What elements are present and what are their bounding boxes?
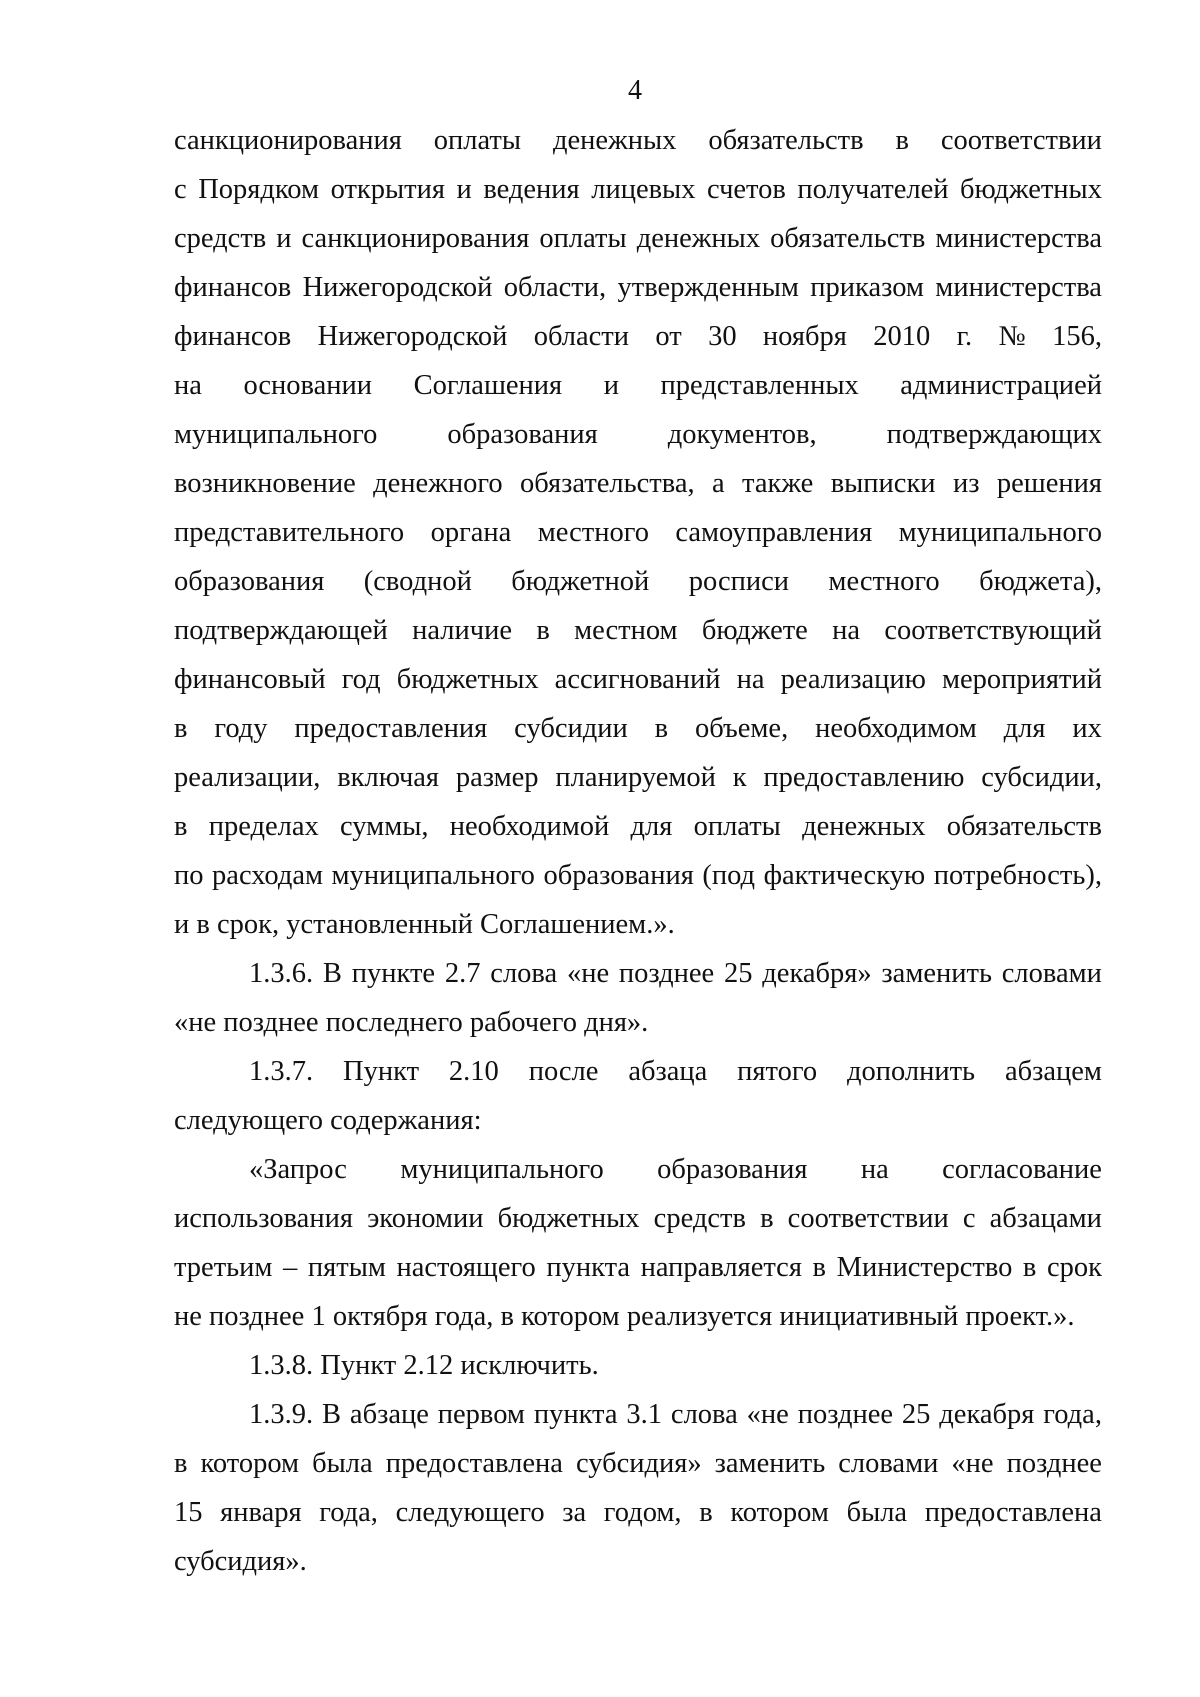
text-line: 1.3.7. Пункт 2.10 после абзаца пятого дополнить абзацем [249, 1056, 1102, 1087]
text-line: субсидия». [174, 1546, 307, 1577]
text-line: следующего содержания: [174, 1105, 482, 1136]
text-line: третьим – пятым настоящего пункта направляется в Министерство в срок [174, 1252, 1102, 1283]
text-line: в пределах суммы, необходимой для оплаты денежных обязательств [174, 811, 1102, 842]
paragraph-1-3-6 [174, 949, 1102, 1047]
text-line: образования (сводной бюджетной росписи местного бюджета), [174, 566, 1102, 597]
page-number: 4 [628, 75, 642, 106]
text-line: 1.3.9. В абзаце первом пункта 3.1 слова «не позднее 25 декабря года, [249, 1399, 1102, 1430]
text-line: и в срок, установленный Соглашением.». [174, 909, 675, 940]
text-line: в котором была предоставлена субсидия» заменить словами «не позднее [174, 1448, 1102, 1479]
paragraph-continuation [174, 116, 1102, 949]
text-line: санкционирования оплаты денежных обязательств в соответствии [174, 125, 1102, 156]
text-line: подтверждающей наличие в местном бюджете на соответствующий [174, 615, 1102, 646]
text-line: «Запрос муниципального образования на согласование [249, 1154, 1102, 1185]
text-line: 1.3.6. В пункте 2.7 слова «не позднее 25 декабря» заменить словами [249, 958, 1102, 989]
text-line: 1.3.8. Пункт 2.12 исключить. [249, 1350, 599, 1381]
text-line: на основании Соглашения и представленных администрацией [174, 370, 1102, 401]
text-line: возникновение денежного обязательства, а также выписки из решения [174, 468, 1102, 499]
text-line: использования экономии бюджетных средств в соответствии с абзацами [174, 1203, 1102, 1234]
text-line: 15 января года, следующего за годом, в котором была предоставлена [174, 1497, 1102, 1528]
text-line: финансов Нижегородской области от 30 ноября 2010 г. № 156, [174, 321, 1102, 352]
text-line: финансовый год бюджетных ассигнований на реализацию мероприятий [174, 664, 1102, 695]
paragraph-1-3-8 [174, 1341, 1102, 1390]
document-body [174, 116, 1102, 1586]
text-line: представительного органа местного самоуправления муниципального [174, 517, 1102, 548]
text-line: «не позднее последнего рабочего дня». [174, 1007, 649, 1038]
paragraph-quoted-insertion [174, 1145, 1102, 1341]
text-line: финансов Нижегородской области, утвержденным приказом министерства [174, 272, 1102, 303]
text-line: по расходам муниципального образования (под фактическую потребность), [174, 860, 1102, 891]
text-line: муниципального образования документов, подтверждающих [174, 419, 1102, 450]
paragraph-1-3-9 [174, 1390, 1102, 1586]
text-line: в году предоставления субсидии в объеме, необходимом для их [174, 713, 1102, 744]
paragraph-1-3-7 [174, 1047, 1102, 1145]
text-line: реализации, включая размер планируемой к предоставлению субсидии, [174, 762, 1102, 793]
text-line: средств и санкционирования оплаты денежных обязательств министерства [174, 223, 1102, 254]
text-line: не позднее 1 октября года, в котором реализуется инициативный проект.». [174, 1301, 1075, 1332]
text-line: с Порядком открытия и ведения лицевых счетов получателей бюджетных [174, 174, 1102, 205]
